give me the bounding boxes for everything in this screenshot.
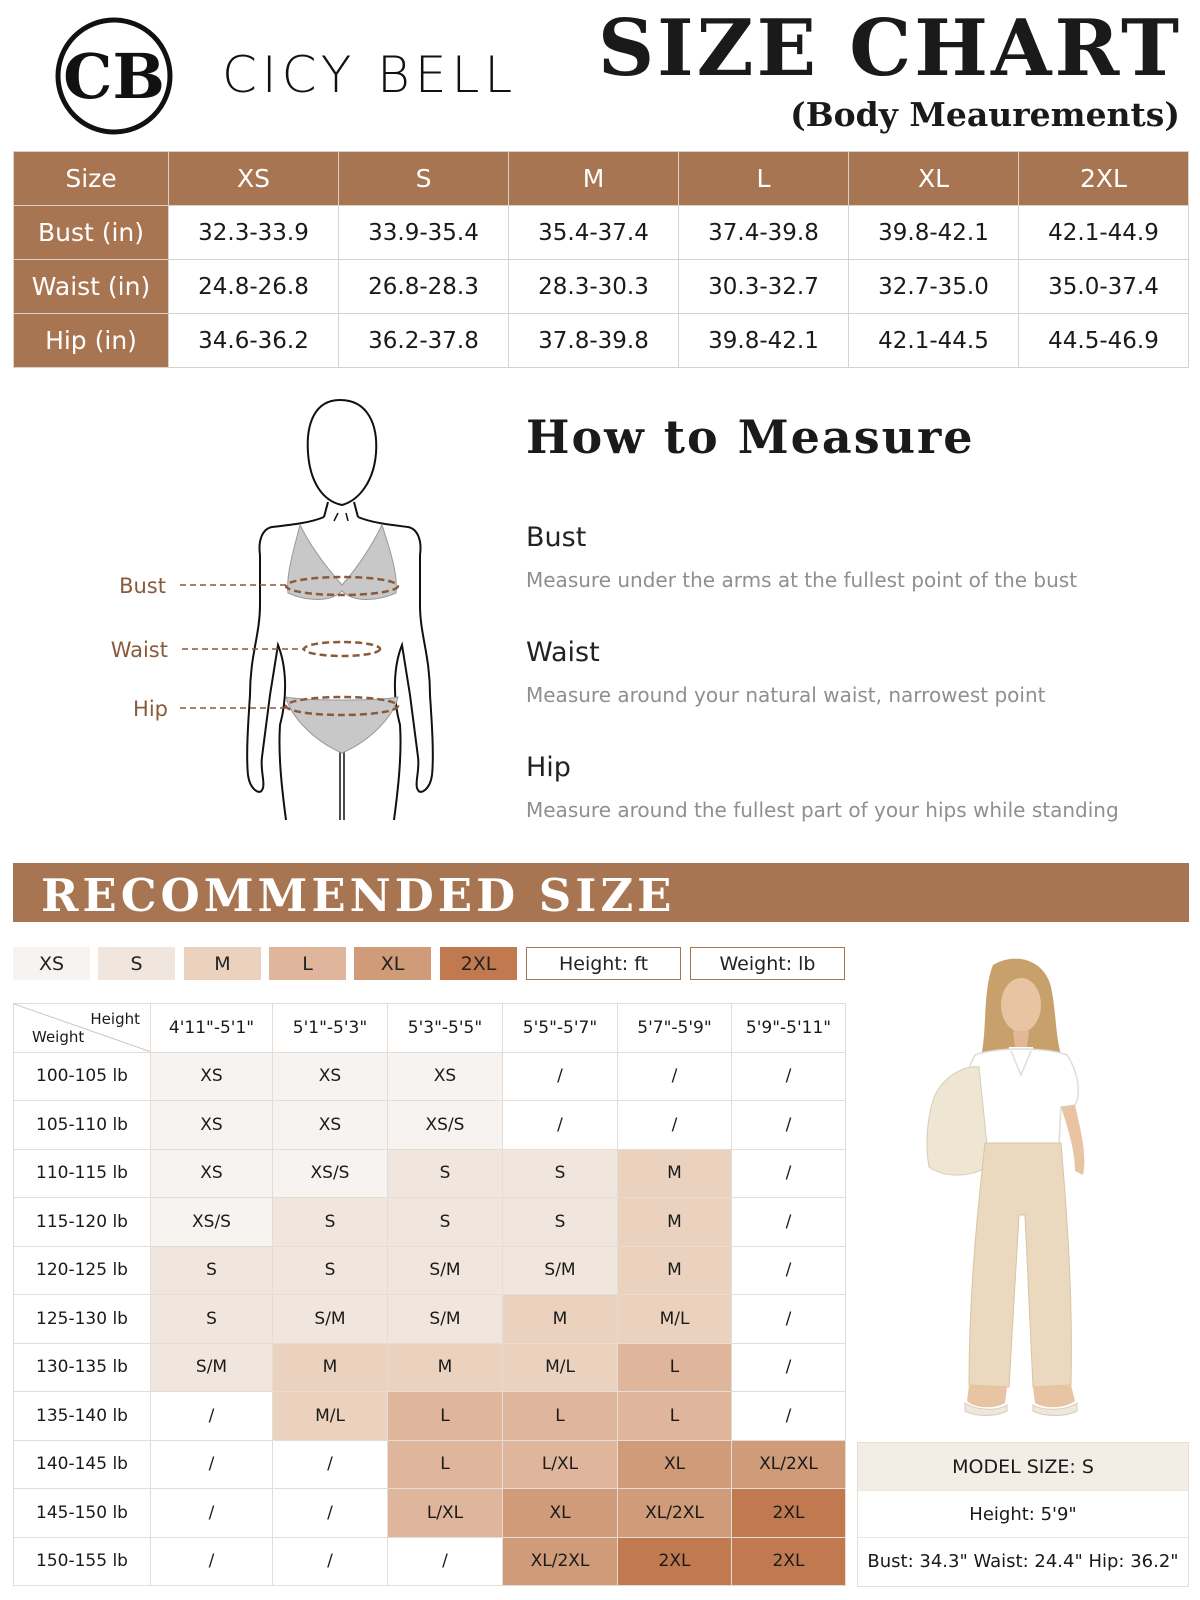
hip-heading: Hip bbox=[526, 752, 571, 783]
measurement-cell: 30.3-32.7 bbox=[679, 260, 849, 314]
measurement-cell: 36.2-37.8 bbox=[339, 314, 509, 368]
recommended-size-cell: XS bbox=[151, 1052, 273, 1101]
weight-range-label: 120-125 lb bbox=[14, 1246, 151, 1295]
weight-row bbox=[14, 1052, 846, 1101]
body-measurement-table bbox=[13, 151, 1189, 368]
recommended-size-cell: / bbox=[732, 1246, 846, 1295]
corner-weight-label: Weight bbox=[32, 1027, 85, 1046]
legend-s: S bbox=[98, 947, 175, 980]
weight-range-label: 130-135 lb bbox=[14, 1343, 151, 1392]
recommended-size-title: RECOMMENDED SIZE bbox=[41, 869, 676, 922]
page-title: SIZE CHART bbox=[597, 3, 1182, 94]
recommended-size-cell: M bbox=[618, 1246, 732, 1295]
recommended-size-cell: XS bbox=[151, 1149, 273, 1198]
page-subtitle: (Body Meaurements) bbox=[790, 95, 1180, 134]
recommended-size-cell: / bbox=[503, 1101, 618, 1150]
weight-row bbox=[14, 1440, 846, 1489]
weight-range-label: 150-155 lb bbox=[14, 1537, 151, 1586]
recommended-size-cell: M bbox=[388, 1343, 503, 1392]
how-to-measure-title: How to Measure bbox=[526, 410, 975, 464]
measurement-cell: 24.8-26.8 bbox=[169, 260, 339, 314]
legend-height-unit: Height: ft bbox=[526, 947, 681, 980]
recommended-size-cell: XL/2XL bbox=[503, 1537, 618, 1586]
recommended-size-cell: L bbox=[503, 1392, 618, 1441]
brand-name: CICY BELL bbox=[222, 46, 518, 104]
recommended-size-cell: S/M bbox=[503, 1246, 618, 1295]
bust-heading: Bust bbox=[526, 522, 587, 553]
height-range-header: 5'1"-5'3" bbox=[273, 1004, 388, 1053]
weight-range-label: 140-145 lb bbox=[14, 1440, 151, 1489]
bust-figure-label: Bust bbox=[119, 574, 166, 598]
height-header-row bbox=[14, 1004, 846, 1053]
recommended-size-cell: M bbox=[618, 1149, 732, 1198]
recommended-size-cell: XL/2XL bbox=[618, 1489, 732, 1538]
recommended-size-cell: M bbox=[503, 1295, 618, 1344]
size-header-cell: S bbox=[339, 152, 509, 206]
recommended-size-cell: / bbox=[151, 1440, 273, 1489]
legend-weight-unit: Weight: lb bbox=[690, 947, 845, 980]
size-header-cell: M bbox=[509, 152, 679, 206]
height-range-header: 5'5"-5'7" bbox=[503, 1004, 618, 1053]
weight-range-label: 145-150 lb bbox=[14, 1489, 151, 1538]
measurement-cell: 28.3-30.3 bbox=[509, 260, 679, 314]
recommended-size-cell: XS bbox=[151, 1101, 273, 1150]
brand-logo bbox=[52, 14, 176, 138]
recommended-size-cell: S bbox=[273, 1198, 388, 1247]
recommended-size-cell: S/M bbox=[388, 1295, 503, 1344]
bust-row bbox=[14, 206, 1189, 260]
recommended-size-cell: S bbox=[151, 1246, 273, 1295]
size-header-row bbox=[14, 152, 1189, 206]
recommended-size-cell: / bbox=[388, 1537, 503, 1586]
recommended-size-cell: M bbox=[618, 1198, 732, 1247]
weight-row bbox=[14, 1101, 846, 1150]
size-header-cell: 2XL bbox=[1019, 152, 1189, 206]
recommended-size-cell: XS bbox=[388, 1052, 503, 1101]
corner-height-label: Height bbox=[90, 1010, 140, 1028]
legend-2xl: 2XL bbox=[440, 947, 517, 980]
measurement-cell: 35.4-37.4 bbox=[509, 206, 679, 260]
recommended-size-cell: M/L bbox=[273, 1392, 388, 1441]
recommended-size-cell: XL bbox=[503, 1489, 618, 1538]
measurement-cell: 34.6-36.2 bbox=[169, 314, 339, 368]
recommended-size-cell: / bbox=[503, 1052, 618, 1101]
recommended-size-cell: 2XL bbox=[618, 1537, 732, 1586]
measurement-cell: 42.1-44.9 bbox=[1019, 206, 1189, 260]
weight-row bbox=[14, 1489, 846, 1538]
weight-row bbox=[14, 1198, 846, 1247]
legend-xl: XL bbox=[354, 947, 431, 980]
recommended-size-cell: M/L bbox=[618, 1295, 732, 1344]
row-label: Waist (in) bbox=[14, 260, 169, 314]
recommended-size-cell: S/M bbox=[388, 1246, 503, 1295]
height-range-header: 4'11"-5'1" bbox=[151, 1004, 273, 1053]
table-corner bbox=[14, 1004, 151, 1053]
hip-row bbox=[14, 314, 1189, 368]
weight-row bbox=[14, 1295, 846, 1344]
measurement-cell: 42.1-44.5 bbox=[849, 314, 1019, 368]
legend-m: M bbox=[184, 947, 261, 980]
body-figure-illustration bbox=[110, 395, 470, 835]
measurement-cell: 37.8-39.8 bbox=[509, 314, 679, 368]
legend-xs: XS bbox=[13, 947, 90, 980]
recommended-size-cell: / bbox=[732, 1295, 846, 1344]
recommended-size-cell: S/M bbox=[151, 1343, 273, 1392]
height-range-header: 5'3"-5'5" bbox=[388, 1004, 503, 1053]
recommended-size-cell: L bbox=[618, 1392, 732, 1441]
hip-description: Measure around the fullest part of your hips while standing bbox=[526, 798, 1119, 822]
waist-row bbox=[14, 260, 1189, 314]
recommended-size-banner bbox=[13, 863, 1189, 922]
size-header-corner: Size bbox=[14, 152, 169, 206]
recommended-size-cell: / bbox=[732, 1149, 846, 1198]
weight-row bbox=[14, 1537, 846, 1586]
model-info-card bbox=[857, 1442, 1189, 1587]
size-header-cell: L bbox=[679, 152, 849, 206]
row-label: Hip (in) bbox=[14, 314, 169, 368]
recommended-size-cell: XS bbox=[273, 1052, 388, 1101]
bust-description: Measure under the arms at the fullest point of the bust bbox=[526, 568, 1078, 592]
recommended-size-cell: XS/S bbox=[388, 1101, 503, 1150]
model-measurements: Bust: 34.3" Waist: 24.4" Hip: 36.2" bbox=[858, 1537, 1188, 1584]
weight-range-label: 105-110 lb bbox=[14, 1101, 151, 1150]
measurement-cell: 37.4-39.8 bbox=[679, 206, 849, 260]
measurement-cell: 44.5-46.9 bbox=[1019, 314, 1189, 368]
recommended-size-cell: 2XL bbox=[732, 1489, 846, 1538]
recommended-size-cell: / bbox=[273, 1489, 388, 1538]
waist-figure-label: Waist bbox=[110, 638, 168, 662]
measurement-cell: 33.9-35.4 bbox=[339, 206, 509, 260]
row-label: Bust (in) bbox=[14, 206, 169, 260]
recommended-size-table bbox=[13, 1003, 846, 1586]
recommended-size-cell: M/L bbox=[503, 1343, 618, 1392]
recommended-size-cell: / bbox=[618, 1052, 732, 1101]
recommended-size-cell: / bbox=[732, 1343, 846, 1392]
recommended-size-cell: / bbox=[273, 1537, 388, 1586]
recommended-size-cell: L/XL bbox=[388, 1489, 503, 1538]
legend-l: L bbox=[269, 947, 346, 980]
weight-range-label: 100-105 lb bbox=[14, 1052, 151, 1101]
recommended-size-cell: S bbox=[503, 1198, 618, 1247]
weight-range-label: 125-130 lb bbox=[14, 1295, 151, 1344]
measurement-cell: 26.8-28.3 bbox=[339, 260, 509, 314]
height-range-header: 5'7"-5'9" bbox=[618, 1004, 732, 1053]
recommended-size-cell: XS/S bbox=[151, 1198, 273, 1247]
measurement-cell: 39.8-42.1 bbox=[849, 206, 1019, 260]
weight-row bbox=[14, 1149, 846, 1198]
measurement-cell: 32.3-33.9 bbox=[169, 206, 339, 260]
measurement-cell: 39.8-42.1 bbox=[679, 314, 849, 368]
recommended-size-cell: M bbox=[273, 1343, 388, 1392]
recommended-size-cell: XS/S bbox=[273, 1149, 388, 1198]
waist-heading: Waist bbox=[526, 637, 600, 668]
recommended-size-cell: L/XL bbox=[503, 1440, 618, 1489]
recommended-size-cell: L bbox=[618, 1343, 732, 1392]
recommended-size-cell: / bbox=[732, 1052, 846, 1101]
recommended-size-cell: / bbox=[151, 1392, 273, 1441]
recommended-size-cell: S bbox=[273, 1246, 388, 1295]
measurement-cell: 35.0-37.4 bbox=[1019, 260, 1189, 314]
recommended-size-cell: L bbox=[388, 1392, 503, 1441]
size-header-cell: XL bbox=[849, 152, 1019, 206]
recommended-size-cell: S bbox=[151, 1295, 273, 1344]
recommended-size-cell: / bbox=[151, 1537, 273, 1586]
recommended-size-cell: XS bbox=[273, 1101, 388, 1150]
recommended-size-cell: / bbox=[273, 1440, 388, 1489]
recommended-size-cell: 2XL bbox=[732, 1537, 846, 1586]
weight-row bbox=[14, 1246, 846, 1295]
recommended-size-cell: XL bbox=[618, 1440, 732, 1489]
recommended-size-cell: / bbox=[618, 1101, 732, 1150]
recommended-size-cell: / bbox=[151, 1489, 273, 1538]
measurement-cell: 32.7-35.0 bbox=[849, 260, 1019, 314]
model-size: MODEL SIZE: S bbox=[858, 1443, 1188, 1490]
weight-range-label: 110-115 lb bbox=[14, 1149, 151, 1198]
recommended-size-cell: / bbox=[732, 1198, 846, 1247]
recommended-size-cell: / bbox=[732, 1392, 846, 1441]
hip-figure-label: Hip bbox=[133, 697, 168, 721]
recommended-size-cell: L bbox=[388, 1440, 503, 1489]
waist-description: Measure around your natural waist, narrowest point bbox=[526, 683, 1046, 707]
logo-letters: CB bbox=[63, 40, 165, 113]
recommended-size-cell: S bbox=[388, 1149, 503, 1198]
model-height: Height: 5'9" bbox=[858, 1490, 1188, 1537]
size-header-cell: XS bbox=[169, 152, 339, 206]
weight-range-label: 135-140 lb bbox=[14, 1392, 151, 1441]
recommended-size-cell: / bbox=[732, 1101, 846, 1150]
recommended-size-cell: XL/2XL bbox=[732, 1440, 846, 1489]
recommended-size-cell: S bbox=[503, 1149, 618, 1198]
height-range-header: 5'9"-5'11" bbox=[732, 1004, 846, 1053]
model-photo bbox=[905, 955, 1145, 1435]
recommended-size-cell: S bbox=[388, 1198, 503, 1247]
weight-range-label: 115-120 lb bbox=[14, 1198, 151, 1247]
weight-row bbox=[14, 1343, 846, 1392]
weight-row bbox=[14, 1392, 846, 1441]
recommended-size-cell: S/M bbox=[273, 1295, 388, 1344]
